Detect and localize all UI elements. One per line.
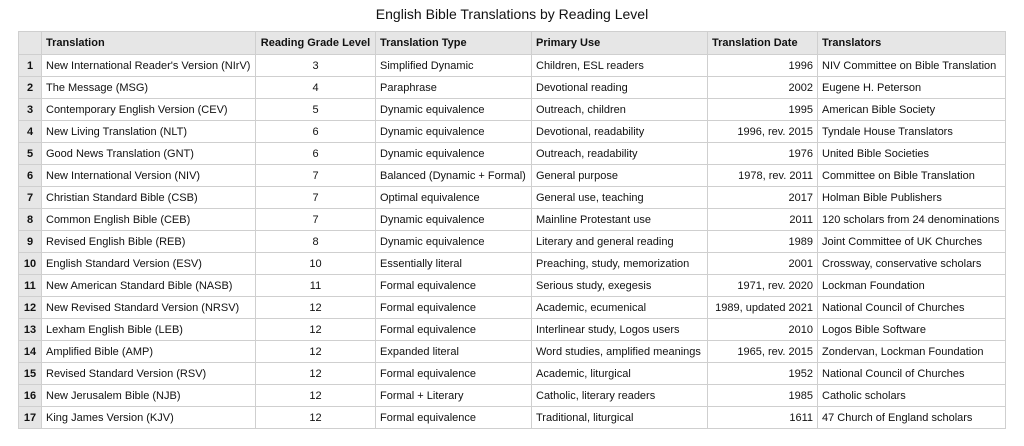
cell-date[interactable]: 2001 <box>708 253 818 275</box>
cell-grade[interactable]: 8 <box>256 231 376 253</box>
cell-translators[interactable]: Catholic scholars <box>818 385 1006 407</box>
cell-use[interactable]: Academic, liturgical <box>532 363 708 385</box>
cell-type[interactable]: Dynamic equivalence <box>376 231 532 253</box>
table-row <box>19 341 1006 363</box>
row-number[interactable]: 9 <box>19 231 42 253</box>
cell-translators[interactable]: Logos Bible Software <box>818 319 1006 341</box>
cell-use[interactable]: Devotional, readability <box>532 121 708 143</box>
cell-translation[interactable]: New Jerusalem Bible (NJB) <box>42 385 256 407</box>
cell-translation[interactable]: New International Version (NIV) <box>42 165 256 187</box>
table-row <box>19 187 1006 209</box>
cell-date[interactable]: 1978, rev. 2011 <box>708 165 818 187</box>
cell-type[interactable]: Formal equivalence <box>376 297 532 319</box>
cell-grade[interactable]: 12 <box>256 363 376 385</box>
column-header-translators[interactable]: Translators <box>818 32 1006 55</box>
cell-use[interactable]: Serious study, exegesis <box>532 275 708 297</box>
table-row <box>19 407 1006 429</box>
cell-date[interactable]: 1989, updated 2021 <box>708 297 818 319</box>
cell-grade[interactable]: 3 <box>256 55 376 77</box>
cell-translators[interactable]: Eugene H. Peterson <box>818 77 1006 99</box>
cell-use[interactable]: Interlinear study, Logos users <box>532 319 708 341</box>
cell-grade[interactable]: 11 <box>256 275 376 297</box>
row-number[interactable]: 13 <box>19 319 42 341</box>
table-row <box>19 99 1006 121</box>
row-number[interactable]: 12 <box>19 297 42 319</box>
cell-grade[interactable]: 6 <box>256 121 376 143</box>
cell-date[interactable]: 1989 <box>708 231 818 253</box>
cell-translators[interactable]: Holman Bible Publishers <box>818 187 1006 209</box>
table-row <box>19 363 1006 385</box>
cell-translators[interactable]: Crossway, conservative scholars <box>818 253 1006 275</box>
cell-date[interactable]: 2010 <box>708 319 818 341</box>
cell-use[interactable]: Outreach, children <box>532 99 708 121</box>
row-number[interactable]: 10 <box>19 253 42 275</box>
cell-type[interactable]: Formal equivalence <box>376 363 532 385</box>
cell-grade[interactable]: 7 <box>256 209 376 231</box>
cell-grade[interactable]: 4 <box>256 77 376 99</box>
cell-use[interactable]: General purpose <box>532 165 708 187</box>
cell-use[interactable]: Outreach, readability <box>532 143 708 165</box>
table-row <box>19 121 1006 143</box>
corner-cell[interactable] <box>19 32 42 55</box>
table-row <box>19 209 1006 231</box>
table-row <box>19 143 1006 165</box>
cell-grade[interactable]: 10 <box>256 253 376 275</box>
cell-date[interactable]: 2011 <box>708 209 818 231</box>
cell-type[interactable]: Formal equivalence <box>376 407 532 429</box>
table-row <box>19 55 1006 77</box>
cell-translation[interactable]: Lexham English Bible (LEB) <box>42 319 256 341</box>
cell-use[interactable]: Preaching, study, memorization <box>532 253 708 275</box>
cell-date[interactable]: 1965, rev. 2015 <box>708 341 818 363</box>
cell-translation[interactable]: Contemporary English Version (CEV) <box>42 99 256 121</box>
cell-translators[interactable]: NIV Committee on Bible Translation <box>818 55 1006 77</box>
cell-grade[interactable]: 12 <box>256 341 376 363</box>
cell-translation[interactable]: Common English Bible (CEB) <box>42 209 256 231</box>
cell-translation[interactable]: New Revised Standard Version (NRSV) <box>42 297 256 319</box>
cell-translators[interactable]: 47 Church of England scholars <box>818 407 1006 429</box>
cell-grade[interactable]: 12 <box>256 319 376 341</box>
cell-use[interactable]: Traditional, liturgical <box>532 407 708 429</box>
cell-use[interactable]: Catholic, literary readers <box>532 385 708 407</box>
table-body <box>19 55 1006 429</box>
cell-date[interactable]: 2017 <box>708 187 818 209</box>
cell-translation[interactable]: New International Reader's Version (NIrV) <box>42 55 256 77</box>
cell-date[interactable]: 1996 <box>708 55 818 77</box>
cell-translation[interactable]: The Message (MSG) <box>42 77 256 99</box>
cell-translation[interactable]: King James Version (KJV) <box>42 407 256 429</box>
cell-translators[interactable]: 120 scholars from 24 denominations <box>818 209 1006 231</box>
row-number[interactable]: 4 <box>19 121 42 143</box>
translations-table <box>18 31 1006 429</box>
cell-use[interactable]: Academic, ecumenical <box>532 297 708 319</box>
cell-translation[interactable]: Revised English Bible (REB) <box>42 231 256 253</box>
cell-type[interactable]: Simplified Dynamic <box>376 55 532 77</box>
cell-translation[interactable]: Revised Standard Version (RSV) <box>42 363 256 385</box>
cell-date[interactable]: 1611 <box>708 407 818 429</box>
cell-type[interactable]: Essentially literal <box>376 253 532 275</box>
row-number[interactable]: 3 <box>19 99 42 121</box>
cell-translators[interactable]: National Council of Churches <box>818 363 1006 385</box>
row-number[interactable]: 7 <box>19 187 42 209</box>
cell-type[interactable]: Formal + Literary <box>376 385 532 407</box>
cell-type[interactable]: Dynamic equivalence <box>376 209 532 231</box>
column-header-type[interactable]: Translation Type <box>376 32 532 55</box>
column-header-use[interactable]: Primary Use <box>532 32 708 55</box>
row-number[interactable]: 11 <box>19 275 42 297</box>
cell-type[interactable]: Paraphrase <box>376 77 532 99</box>
header-row <box>19 32 1006 55</box>
cell-translators[interactable]: Lockman Foundation <box>818 275 1006 297</box>
row-number[interactable]: 8 <box>19 209 42 231</box>
cell-type[interactable]: Dynamic equivalence <box>376 143 532 165</box>
cell-grade[interactable]: 7 <box>256 187 376 209</box>
cell-use[interactable]: Children, ESL readers <box>532 55 708 77</box>
row-number[interactable]: 17 <box>19 407 42 429</box>
cell-grade[interactable]: 12 <box>256 297 376 319</box>
cell-date[interactable]: 1985 <box>708 385 818 407</box>
table-row <box>19 275 1006 297</box>
cell-grade[interactable]: 7 <box>256 165 376 187</box>
cell-date[interactable]: 1971, rev. 2020 <box>708 275 818 297</box>
table-row <box>19 253 1006 275</box>
table-row <box>19 297 1006 319</box>
cell-translation[interactable]: Good News Translation (GNT) <box>42 143 256 165</box>
row-number[interactable]: 15 <box>19 363 42 385</box>
cell-translators[interactable]: American Bible Society <box>818 99 1006 121</box>
table-row <box>19 385 1006 407</box>
cell-date[interactable]: 1995 <box>708 99 818 121</box>
row-number[interactable]: 5 <box>19 143 42 165</box>
cell-use[interactable]: Devotional reading <box>532 77 708 99</box>
cell-translators[interactable]: Joint Committee of UK Churches <box>818 231 1006 253</box>
row-number[interactable]: 16 <box>19 385 42 407</box>
row-number[interactable]: 14 <box>19 341 42 363</box>
cell-type[interactable]: Dynamic equivalence <box>376 99 532 121</box>
cell-translation[interactable]: English Standard Version (ESV) <box>42 253 256 275</box>
cell-grade[interactable]: 6 <box>256 143 376 165</box>
cell-type[interactable]: Dynamic equivalence <box>376 121 532 143</box>
cell-date[interactable]: 1976 <box>708 143 818 165</box>
cell-translators[interactable]: United Bible Societies <box>818 143 1006 165</box>
cell-type[interactable]: Balanced (Dynamic + Formal) <box>376 165 532 187</box>
cell-translation[interactable]: Amplified Bible (AMP) <box>42 341 256 363</box>
cell-date[interactable]: 1952 <box>708 363 818 385</box>
column-header-translation[interactable]: Translation <box>42 32 256 55</box>
cell-type[interactable]: Expanded literal <box>376 341 532 363</box>
table-row <box>19 231 1006 253</box>
cell-type[interactable]: Optimal equivalence <box>376 187 532 209</box>
row-number[interactable]: 2 <box>19 77 42 99</box>
cell-translation[interactable]: Christian Standard Bible (CSB) <box>42 187 256 209</box>
table-row <box>19 165 1006 187</box>
row-number[interactable]: 6 <box>19 165 42 187</box>
cell-grade[interactable]: 12 <box>256 385 376 407</box>
cell-grade[interactable]: 12 <box>256 407 376 429</box>
cell-translators[interactable]: Tyndale House Translators <box>818 121 1006 143</box>
cell-translators[interactable]: Zondervan, Lockman Foundation <box>818 341 1006 363</box>
cell-type[interactable]: Formal equivalence <box>376 319 532 341</box>
sheet-title: English Bible Translations by Reading Level <box>375 6 649 22</box>
cell-date[interactable]: 2002 <box>708 77 818 99</box>
cell-use[interactable]: Mainline Protestant use <box>532 209 708 231</box>
cell-date[interactable]: 1996, rev. 2015 <box>708 121 818 143</box>
table-row <box>19 319 1006 341</box>
cell-use[interactable]: Word studies, amplified meanings <box>532 341 708 363</box>
column-header-date[interactable]: Translation Date <box>708 32 818 55</box>
cell-use[interactable]: General use, teaching <box>532 187 708 209</box>
cell-grade[interactable]: 5 <box>256 99 376 121</box>
column-header-grade[interactable]: Reading Grade Level <box>256 32 376 55</box>
cell-translation[interactable]: New American Standard Bible (NASB) <box>42 275 256 297</box>
cell-translators[interactable]: Committee on Bible Translation <box>818 165 1006 187</box>
cell-type[interactable]: Formal equivalence <box>376 275 532 297</box>
cell-use[interactable]: Literary and general reading <box>532 231 708 253</box>
cell-translation[interactable]: New Living Translation (NLT) <box>42 121 256 143</box>
row-number[interactable]: 1 <box>19 55 42 77</box>
table-row <box>19 77 1006 99</box>
cell-translators[interactable]: National Council of Churches <box>818 297 1006 319</box>
